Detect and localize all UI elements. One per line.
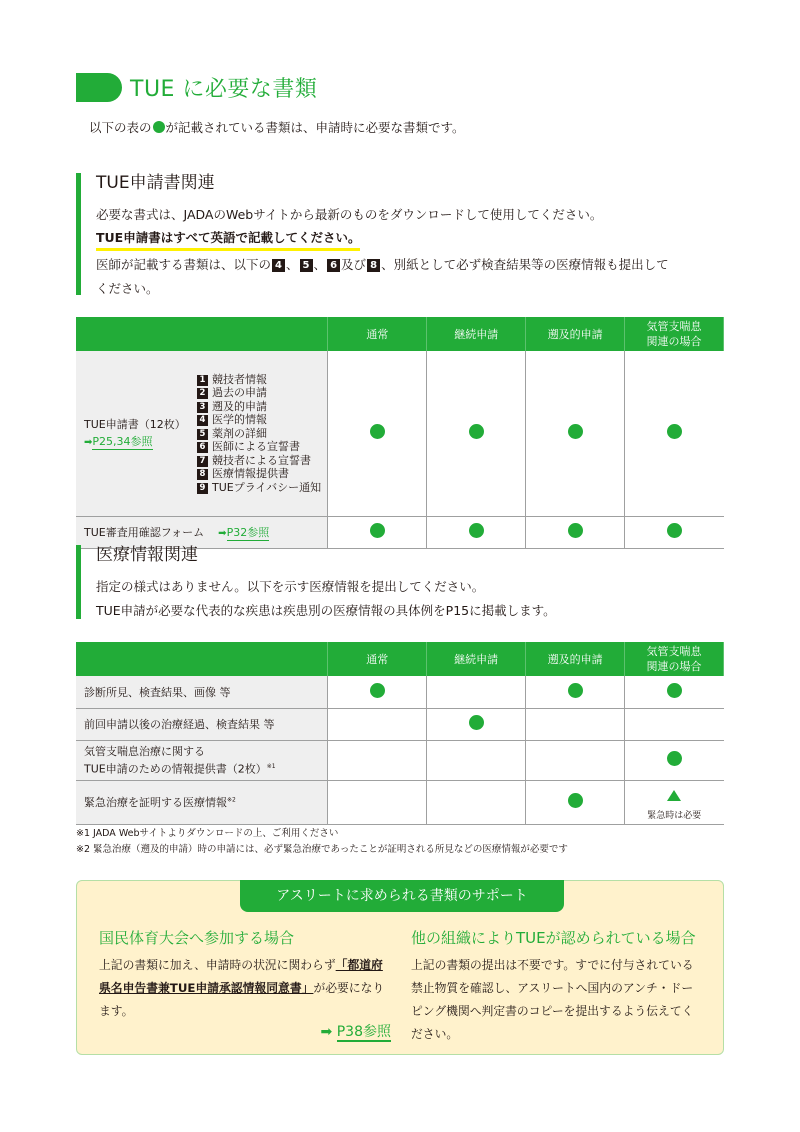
required-dot-icon [469,424,484,439]
required-dot-icon [667,683,682,698]
required-mark-cell [427,708,526,740]
emphasis-text: TUE申請書はすべて英語で記載してください。 [96,228,360,251]
required-mark-cell [526,516,625,548]
required-dot-icon [568,793,583,808]
conditional-mark-cell [625,780,724,824]
empty-cell [427,676,526,708]
required-dot-icon [568,523,583,538]
athlete-support-panel [76,880,724,1055]
required-dot-icon [370,683,385,698]
arrow-right-icon: ➡ [84,436,93,448]
required-mark-cell [625,740,724,780]
number-badge: 8 [367,259,380,272]
required-mark-cell [625,516,724,548]
number-badge: 5 [300,259,313,272]
row-label: 前回申請以後の治療経過、検査結果 等 [76,708,328,740]
empty-cell [526,740,625,780]
col-header: 気管支喘息 関連の場合 [625,642,724,676]
required-dot-icon [568,683,583,698]
arrow-right-icon: ➡ [320,1024,333,1040]
triangle-icon [667,790,681,801]
support-text: 上記の書類に加え、申請時の状況に関わらず「都道府県名申告書兼TUE申請承認情報同意書」が必要になります。 [99,958,385,1018]
required-mark-cell [625,351,724,516]
required-mark-cell [526,780,625,824]
intro-text-before: 以下の表の [89,120,152,135]
support-national-sports-festival [99,927,391,1041]
footnote: ※2 緊急治療（遡及的申請）時の申請には、必ず緊急治療であったことが証明される所見などの医療情報が必要です [76,844,568,855]
number-badge: 6 [327,259,340,272]
empty-cell [625,708,724,740]
required-mark-cell [526,676,625,708]
required-dot-icon [667,523,682,538]
required-dot-icon [568,424,583,439]
section-text: 必要な書式は、JADAのWebサイトから最新のものをダウンロードして使用してください。 [96,207,603,222]
required-dot-icon [370,523,385,538]
required-mark-cell [328,676,427,708]
table-row [76,351,724,516]
list-item: 7 競技者による宣誓書 [196,454,321,468]
col-header: 遡及的申請 [526,317,625,351]
col-header: 継続申請 [427,317,526,351]
footnotes [76,826,568,858]
required-dot-icon [370,424,385,439]
page-ref-link[interactable]: ➡P32参照 [218,526,270,539]
table-row [76,516,724,548]
required-mark-cell [328,351,427,516]
footnote: ※1 JADA Webサイトよりダウンロードの上、ご利用ください [76,828,339,839]
form-parts-list [196,373,321,495]
col-header: 通常 [328,642,427,676]
required-mark-cell [526,351,625,516]
page-title-text: TUE に必要な書類 [130,76,318,102]
section-text: ください。 [96,281,159,296]
page-title [76,72,317,102]
required-dot-icon [667,424,682,439]
required-dot-icon [469,523,484,538]
table-row [76,780,724,824]
col-header: 気管支喘息 関連の場合 [625,317,724,351]
col-header: 通常 [328,317,427,351]
support-panel-title: アスリートに求められる書類のサポート [240,880,564,912]
page-ref-link[interactable]: ➡ P38参照 [320,1024,391,1040]
list-item: 3 遡及的申請 [196,400,321,414]
support-heading: 国民体育大会へ参加する場合 [99,929,295,947]
list-item: 8 医療情報提供書 [196,467,321,481]
row-label [76,351,328,516]
section-heading: TUE申請書関連 [96,173,215,193]
support-other-organization [411,927,703,1046]
tue-documents-table [76,317,724,549]
number-badge: 4 [272,259,285,272]
list-item: 9 TUEプライバシー通知 [196,481,321,495]
table-header-row [76,642,724,676]
list-item: 6 医師による宣誓書 [196,440,321,454]
empty-cell [526,708,625,740]
table-header-row [76,317,724,351]
empty-cell [427,740,526,780]
list-item: 5 薬剤の詳細 [196,427,321,441]
conditional-note: 緊急時は必要 [647,810,702,821]
medical-info-table [76,642,724,825]
required-mark-cell [328,516,427,548]
row-label: 緊急治療を証明する医療情報$^{※2}$ [76,780,328,824]
intro-text [89,118,465,136]
section-heading: 医療情報関連 [96,545,198,565]
arrow-right-icon: ➡ [218,528,227,539]
row-label: 診断所見、検査結果、画像 等 [76,676,328,708]
section-text: 指定の様式はありません。以下を示す医療情報を提出してください。 [96,579,485,594]
required-mark-cell [427,351,526,516]
table-row [76,740,724,780]
list-item: 4 医学的情報 [196,413,321,427]
list-item: 2 過去の申請 [196,386,321,400]
empty-cell [328,780,427,824]
empty-cell [328,708,427,740]
support-heading: 他の組織によりTUEが認められている場合 [411,929,696,947]
page-ref-link[interactable]: ➡P25,34参照 [84,434,153,448]
col-header: 遡及的申請 [526,642,625,676]
section-text: 医師が記載する書類は、以下の 4 、 5 、 6 及び 8 、別紙として必ず検査結果等の医療情報も提出して [96,257,669,272]
section-medical-info [76,545,556,619]
empty-cell [328,740,427,780]
required-mark-cell [625,676,724,708]
support-text: 上記の書類の提出は不要です。すでに付与されている禁止物質を確認し、アスリートへ国内のアンチ・ドーピング機関へ判定書のコピーを提出するよう伝えてください。 [411,958,694,1041]
col-header: 継続申請 [427,642,526,676]
green-dot-icon [153,121,165,133]
empty-cell [427,780,526,824]
required-dot-icon [469,715,484,730]
row-label-text: TUE申請書（12枚） [84,417,186,431]
row-label: 気管支喘息治療に関する TUE申請のための情報提供書（2枚）$^{※1}$ [76,740,328,780]
list-item: 1 競技者情報 [196,373,321,387]
intro-text-after: が記載されている書類は、申請時に必要な書類です。 [165,120,465,135]
section-tue-application [76,173,669,295]
title-bar-decoration [76,73,122,102]
required-mark-cell [427,516,526,548]
table-row [76,676,724,708]
row-label: TUE審査用確認フォーム ➡P32参照 [76,516,328,548]
table-row [76,708,724,740]
section-text: TUE申請が必要な代表的な疾患は疾患別の医療情報の具体例をP15に掲載します。 [96,603,556,618]
required-dot-icon [667,751,682,766]
